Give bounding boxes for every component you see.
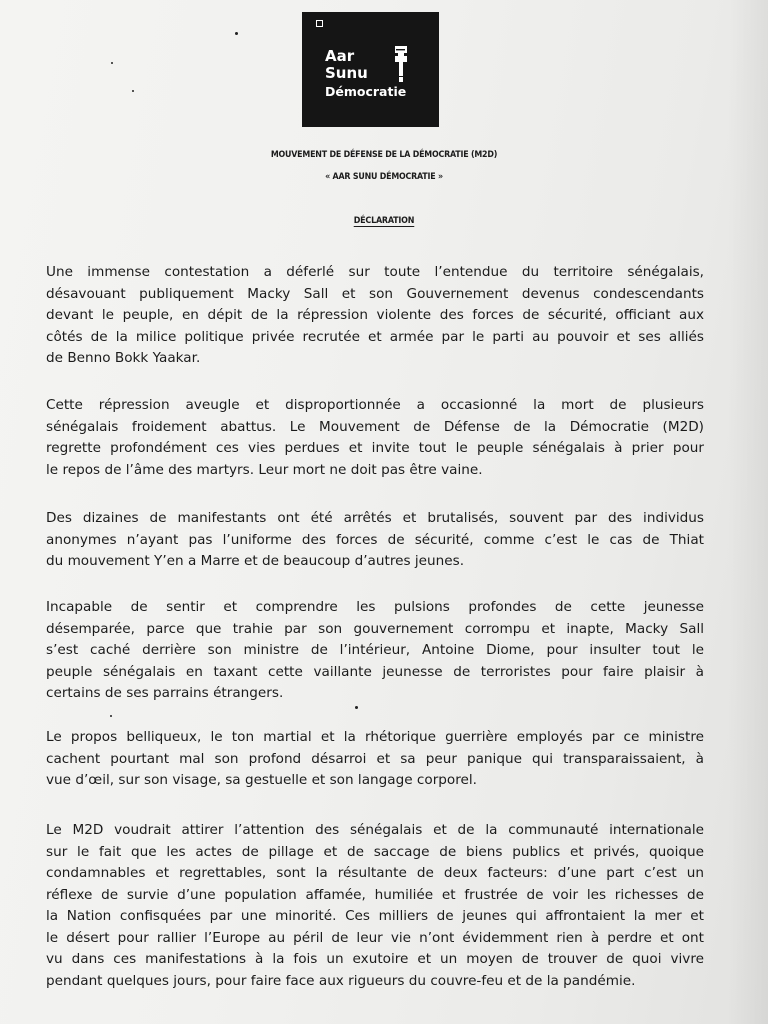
text-line: le repos de l’âme des martyrs. Leur mort ne doit pas être vaine. bbox=[46, 461, 483, 478]
document-title bbox=[0, 216, 768, 226]
paragraph-4 bbox=[46, 597, 704, 705]
text-line: Des dizaines de manifestants ont été arrêtés et brutalisés, souvent par des individus bbox=[46, 510, 704, 526]
paragraph-5 bbox=[46, 727, 704, 792]
document-title-text: DÉCLARATION bbox=[353, 216, 415, 226]
speck bbox=[235, 32, 238, 35]
text-line: de Benno Bokk Yaakar. bbox=[46, 350, 201, 366]
organization-name: MOUVEMENT DE DÉFENSE DE LA DÉMOCRATIE (M2D) bbox=[270, 150, 498, 160]
logo bbox=[302, 12, 439, 127]
paragraph-3 bbox=[46, 508, 704, 573]
paragraph-6 bbox=[46, 820, 704, 992]
text-line: Une immense contestation a déferlé sur toute l’entendue du territoire sénégalais, bbox=[46, 264, 704, 280]
text-line: Incapable de sentir et comprendre les pulsions profondes de cette jeunesse bbox=[46, 599, 704, 615]
organization-subtitle: « AAR SUNU DÉMOCRATIE » bbox=[325, 172, 443, 182]
text-line: devant le peuple, en dépit de la répression violente des forces de sécurité, officiant aux bbox=[46, 307, 704, 323]
text-line: désemparée, parce que trahie par son gouvernement corrompu et inapte, Macky Sall bbox=[46, 620, 704, 637]
text-line: certains de ses parrains étrangers. bbox=[46, 685, 284, 701]
paragraph-2 bbox=[46, 395, 704, 481]
logo-line-1: Aar bbox=[325, 47, 355, 65]
text-line: s’est caché derrière son ministre de l’intérieur, Antoine Diome, pour insulter tout le bbox=[46, 642, 704, 658]
text-line: côtés de la milice politique privée recrutée et armée par le parti au pouvoir et ses alliés bbox=[46, 328, 704, 345]
text-line: réflexe de survie d’une population affamée, humiliée et frustrée de voir les richesses de bbox=[46, 886, 704, 903]
text-line: Le propos belliqueux, le ton martial et la rhétorique guerrière employés par ce ministre bbox=[46, 729, 704, 745]
logo-line-2: Sunu bbox=[325, 64, 368, 82]
text-line: désavouant publiquement Macky Sall et son Gouvernement devenus condescendants bbox=[46, 285, 704, 302]
text-line: sur le fait que les actes de pillage et de saccage de biens publics et privés, quoique bbox=[46, 843, 704, 860]
text-line: regrette profondément ces vies perdues et invite tout le peuple sénégalais à prier pour bbox=[46, 440, 704, 456]
speck bbox=[110, 715, 112, 717]
text-line: anonymes n’ayant pas l’uniforme des forces de sécurité, comme c’est le cas de Thiat bbox=[46, 531, 704, 548]
text-line: condamnables et regrettables, sont la résultante de deux facteurs: d’une part c’est un bbox=[46, 865, 704, 881]
logo-corner-mark bbox=[316, 20, 323, 27]
text-line: pendant quelques jours, pour faire face aux rigueurs du couvre-feu et de la pandémie. bbox=[46, 972, 636, 989]
speck bbox=[111, 62, 113, 64]
text-line: cachent pourtant mal son profond désarroi et sa peur panique qui transparaissaient, à bbox=[46, 750, 704, 767]
text-line: le désert pour rallier l’Europe au péril de leur vie n’ont évidemment rien à perdre et ont bbox=[46, 929, 704, 946]
text-line: du mouvement Y’en a Marre et de beaucoup d’autres jeunes. bbox=[46, 553, 465, 569]
logo-line-3: Démocratie bbox=[325, 84, 407, 99]
speck bbox=[355, 706, 358, 709]
speck bbox=[132, 90, 134, 92]
text-line: vue d’œil, sur son visage, sa gestuelle et son langage corporel. bbox=[46, 772, 477, 788]
text-line: sénégalais froidement abattus. Le Mouvement de Défense de la Démocratie (M2D) bbox=[46, 418, 704, 435]
text-line: vu dans ces manifestations à la fois un exutoire et un moyen de trouver de quoi vivre bbox=[46, 951, 704, 967]
text-line: peuple sénégalais en taxant cette vaillante jeunesse de terroristes pour faire plaisir à bbox=[46, 663, 704, 680]
text-line: Le M2D voudrait attirer l’attention des sénégalais et de la communauté internationale bbox=[46, 822, 704, 838]
text-line: la Nation confisquées par une minorité. Ces milliers de jeunes qui affrontaient la mer et bbox=[46, 908, 704, 924]
paragraph-1 bbox=[46, 262, 704, 370]
text-line: Cette répression aveugle et disproportionnée a occasionné la mort de plusieurs bbox=[46, 397, 704, 413]
raised-fist-icon bbox=[392, 44, 410, 84]
